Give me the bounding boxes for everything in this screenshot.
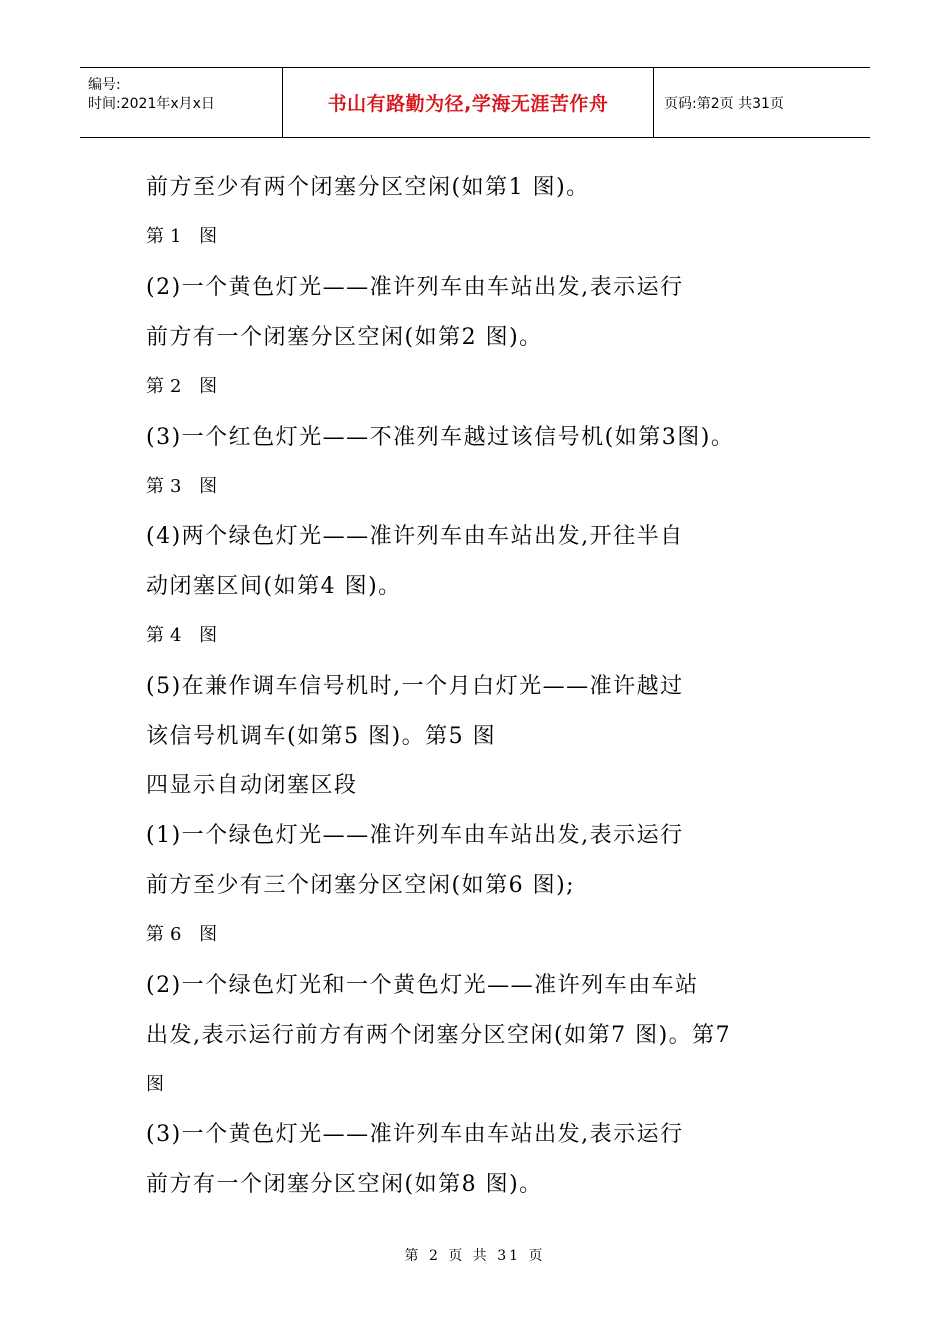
body-line: (2)一个黄色灯光——准许列车由车站出发,表示运行 xyxy=(146,275,684,300)
figure-caption: 第1 图 xyxy=(146,226,224,247)
header-meta-cell xyxy=(80,68,283,137)
section-heading: 四显示自动闭塞区段 xyxy=(146,773,358,798)
body-line: 前方有一个闭塞分区空闲(如第2 图)。 xyxy=(146,325,543,350)
page-header xyxy=(80,67,870,138)
body-line: (3)一个黄色灯光——准许列车由车站出发,表示运行 xyxy=(146,1122,684,1147)
page-footer: 第 2 页 共 31 页 xyxy=(404,1248,546,1264)
body-line: 出发,表示运行前方有两个闭塞分区空闲(如第7 图)。第7 xyxy=(146,1023,732,1048)
body-line: (4)两个绿色灯光——准许列车由车站出发,开往半自 xyxy=(146,524,684,549)
body-line: 该信号机调车(如第5 图)。第5 图 xyxy=(146,724,497,749)
figure-caption: 第4 图 xyxy=(146,625,224,646)
figure-caption: 第6 图 xyxy=(146,924,224,945)
document-time-label: 时间:2021年x月x日 xyxy=(88,96,215,112)
body-line: 前方有一个闭塞分区空闲(如第8 图)。 xyxy=(146,1172,543,1197)
body-line: (3)一个红色灯光——不准列车越过该信号机(如第3图)。 xyxy=(146,425,735,450)
body-line: 动闭塞区间(如第4 图)。 xyxy=(146,574,402,599)
body-line: (1)一个绿色灯光——准许列车由车站出发,表示运行 xyxy=(146,823,684,848)
header-page-info: 页码:第2页 共31页 xyxy=(664,95,784,112)
document-number-label: 编号: xyxy=(88,77,121,93)
header-motto: 书山有路勤为径,学海无涯苦作舟 xyxy=(283,68,654,137)
body-line: (5)在兼作调车信号机时,一个月白灯光——准许越过 xyxy=(146,674,684,699)
body-line: 前方至少有三个闭塞分区空闲(如第6 图); xyxy=(146,873,576,898)
figure-caption: 图 xyxy=(146,1074,170,1095)
figure-caption: 第2 图 xyxy=(146,376,224,397)
body-line: 前方至少有两个闭塞分区空闲(如第1 图)。 xyxy=(146,175,590,200)
body-line: (2)一个绿色灯光和一个黄色灯光——准许列车由车站 xyxy=(146,973,699,998)
figure-caption: 第3 图 xyxy=(146,476,224,497)
